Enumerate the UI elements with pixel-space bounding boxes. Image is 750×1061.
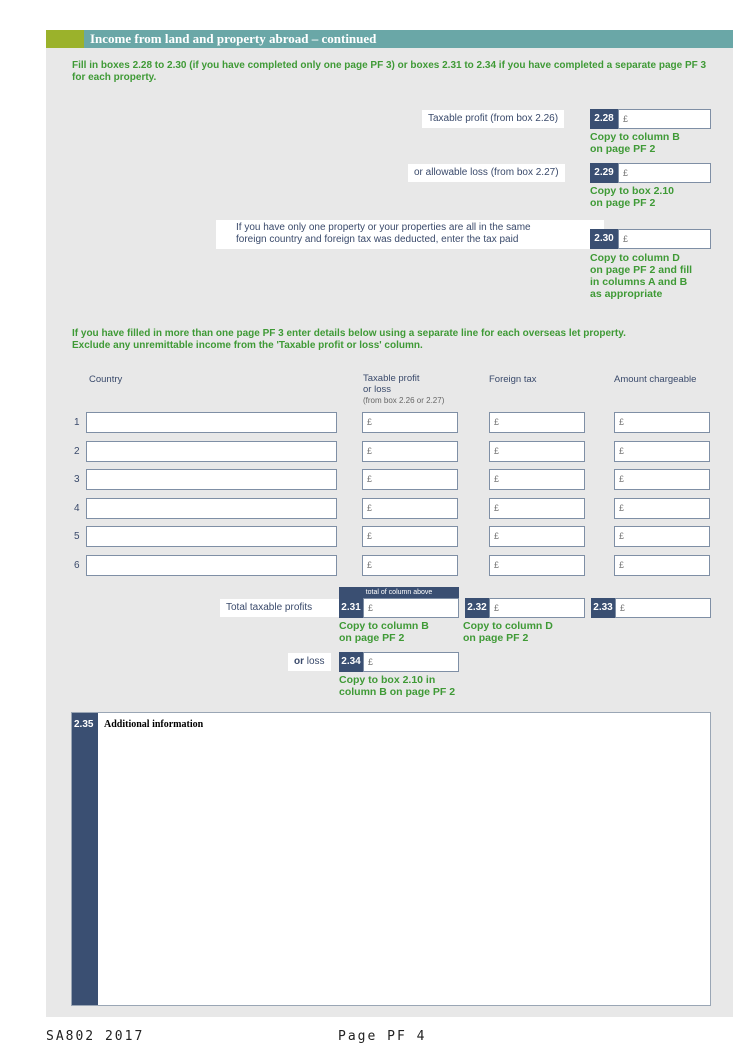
loss-field[interactable]: £: [363, 652, 459, 672]
row-number: 1: [74, 417, 80, 428]
foreign-tax-cell[interactable]: £: [489, 555, 585, 576]
country-field[interactable]: [86, 469, 337, 490]
taxable-profit-cell[interactable]: £: [362, 498, 458, 519]
box-2-30-number: 2.30: [590, 229, 618, 249]
box-2-34-note: Copy to box 2.10 in column B on page PF 2: [339, 674, 456, 698]
box-2-32-number: 2.32: [465, 598, 489, 618]
box-2-30-note: Copy to column D on page PF 2 and fill in columns A and B as appropriate: [590, 252, 693, 300]
foreign-tax-cell[interactable]: £: [489, 498, 585, 519]
foreign-tax-cell[interactable]: £: [489, 469, 585, 490]
box-2-32-note: Copy to column D on page PF 2: [463, 620, 553, 644]
total-column-tab: total of column above: [339, 587, 459, 598]
box-2-31-note: Copy to column B on page PF 2: [339, 620, 429, 644]
row-number: 2: [74, 446, 80, 457]
taxable-profit-cell[interactable]: £: [362, 526, 458, 547]
box-2-28-number: 2.28: [590, 109, 618, 129]
box-2-29-number: 2.29: [590, 163, 618, 183]
box-2-31-number: 2.31: [339, 598, 363, 618]
foreign-tax-paid-field[interactable]: £: [618, 229, 711, 249]
col-header-foreign-tax: Foreign tax: [489, 374, 537, 385]
section-header: [46, 30, 733, 48]
col-header-country: Country: [89, 374, 123, 385]
country-field[interactable]: [86, 526, 337, 547]
allowable-loss-label: or allowable loss (from box 2.27): [408, 164, 565, 182]
additional-info-label: Additional information: [104, 719, 204, 730]
col-header-taxable-profit: Taxable profit or loss (from box 2.26 or 2.27): [363, 373, 445, 405]
amount-chargeable-cell[interactable]: £: [614, 412, 710, 433]
form-code: SA802 2017: [46, 1029, 145, 1044]
amount-chargeable-cell[interactable]: £: [614, 526, 710, 547]
intro-text: Fill in boxes 2.28 to 2.30 (if you have completed only one page PF 3) or boxes 2.31 to 2.34 if you have completed a separate page PF 3 for each property.: [72, 60, 707, 83]
multiple-pages-instructions: If you have filled in more than one page PF 3 enter details below using a separate line for each overseas let property. Exclude any unremittable income from the 'Taxable profit or loss' column.: [72, 328, 626, 351]
country-field[interactable]: [86, 441, 337, 462]
additional-information-box[interactable]: [71, 712, 711, 1006]
taxable-profit-cell[interactable]: £: [362, 555, 458, 576]
row-number: 3: [74, 474, 80, 485]
header-accent: [46, 30, 84, 48]
taxable-profit-cell[interactable]: £: [362, 441, 458, 462]
amount-chargeable-cell[interactable]: £: [614, 469, 710, 490]
amount-chargeable-cell[interactable]: £: [614, 441, 710, 462]
loss-label: or loss: [288, 653, 331, 671]
foreign-tax-cell[interactable]: £: [489, 441, 585, 462]
row-number: 6: [74, 560, 80, 571]
row-number: 4: [74, 503, 80, 514]
total-foreign-tax-field[interactable]: £: [489, 598, 585, 618]
box-2-35-number: 2.35: [74, 719, 94, 730]
foreign-tax-cell[interactable]: £: [489, 412, 585, 433]
total-taxable-profits-label: Total taxable profits: [220, 599, 339, 617]
foreign-tax-paid-label: If you have only one property or your properties are all in the same foreign country and foreign tax was deducted, enter the tax paid: [216, 220, 604, 249]
total-amount-chargeable-field[interactable]: £: [615, 598, 711, 618]
additional-info-bar: [72, 713, 98, 1005]
total-taxable-profits-field[interactable]: £: [363, 598, 459, 618]
section-title: Income from land and property abroad – continued: [90, 31, 377, 46]
taxable-profit-cell[interactable]: £: [362, 412, 458, 433]
amount-chargeable-cell[interactable]: £: [614, 555, 710, 576]
taxable-profit-cell[interactable]: £: [362, 469, 458, 490]
box-2-33-number: 2.33: [591, 598, 615, 618]
row-number: 5: [74, 531, 80, 542]
allowable-loss-field[interactable]: £: [618, 163, 711, 183]
box-2-29-note: Copy to box 2.10 on page PF 2: [590, 185, 675, 209]
box-2-28-note: Copy to column B on page PF 2: [590, 131, 680, 155]
taxable-profit-label: Taxable profit (from box 2.26): [422, 110, 564, 128]
taxable-profit-field[interactable]: £: [618, 109, 711, 129]
amount-chargeable-cell[interactable]: £: [614, 498, 710, 519]
box-2-34-number: 2.34: [339, 652, 363, 672]
country-field[interactable]: [86, 412, 337, 433]
foreign-tax-cell[interactable]: £: [489, 526, 585, 547]
country-field[interactable]: [86, 498, 337, 519]
country-field[interactable]: [86, 555, 337, 576]
page-number: Page PF 4: [338, 1029, 427, 1044]
col-header-amount-chargeable: Amount chargeable: [614, 374, 697, 385]
